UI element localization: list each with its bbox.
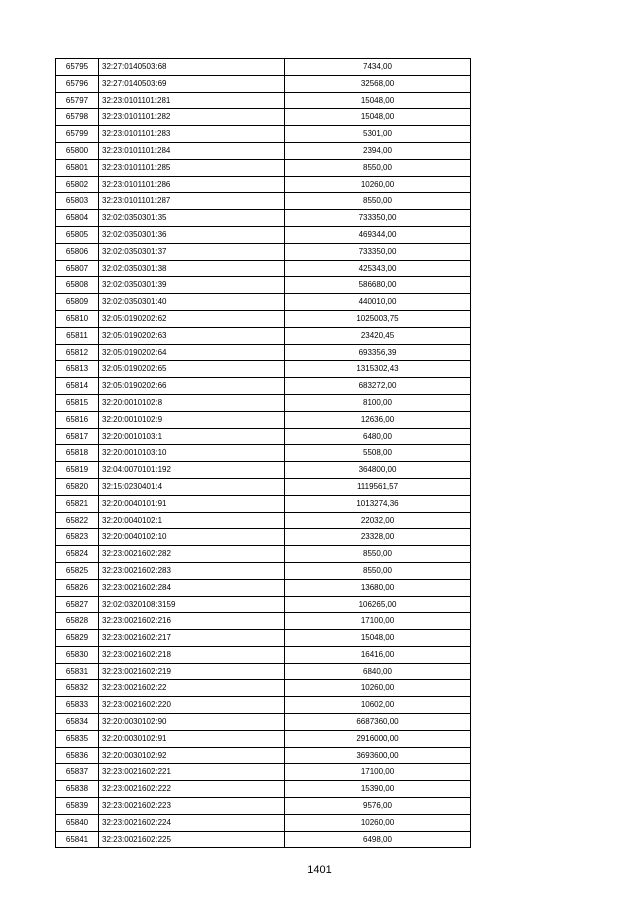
row-number-cell: 65800: [56, 142, 99, 159]
cadastral-number-cell: 32:27:0140503:69: [99, 75, 285, 92]
row-number-cell: 65810: [56, 310, 99, 327]
value-cell: 23420,45: [285, 327, 471, 344]
row-number-cell: 65822: [56, 512, 99, 529]
row-number-cell: 65825: [56, 562, 99, 579]
cadastral-number-cell: 32:23:0021602:22: [99, 680, 285, 697]
row-number-cell: 65832: [56, 680, 99, 697]
cadastral-number-cell: 32:23:0101101:284: [99, 142, 285, 159]
table-row: [56, 579, 471, 596]
row-number-cell: 65819: [56, 462, 99, 479]
cadastral-number-cell: 32:23:0021602:220: [99, 697, 285, 714]
value-cell: 12636,00: [285, 411, 471, 428]
value-cell: 106265,00: [285, 596, 471, 613]
row-number-cell: 65799: [56, 126, 99, 143]
row-number-cell: 65840: [56, 814, 99, 831]
value-cell: 9576,00: [285, 798, 471, 815]
cadastral-number-cell: 32:23:0101101:282: [99, 109, 285, 126]
table-row: [56, 428, 471, 445]
value-cell: 16416,00: [285, 646, 471, 663]
data-table: [55, 58, 471, 848]
row-number-cell: 65802: [56, 176, 99, 193]
table-row: [56, 59, 471, 76]
table-row: [56, 294, 471, 311]
cadastral-number-cell: 32:23:0101101:286: [99, 176, 285, 193]
row-number-cell: 65828: [56, 613, 99, 630]
row-number-cell: 65839: [56, 798, 99, 815]
cadastral-number-cell: 32:20:0040102:1: [99, 512, 285, 529]
row-number-cell: 65823: [56, 529, 99, 546]
value-cell: 8550,00: [285, 546, 471, 563]
value-cell: 440010,00: [285, 294, 471, 311]
table-row: [56, 327, 471, 344]
row-number-cell: 65813: [56, 361, 99, 378]
value-cell: 6687360,00: [285, 714, 471, 731]
row-number-cell: 65815: [56, 394, 99, 411]
table-row: [56, 764, 471, 781]
cadastral-number-cell: 32:02:0320108:3159: [99, 596, 285, 613]
table-row: [56, 529, 471, 546]
table-row: [56, 613, 471, 630]
cadastral-number-cell: 32:23:0021602:283: [99, 562, 285, 579]
value-cell: 10260,00: [285, 680, 471, 697]
row-number-cell: 65836: [56, 747, 99, 764]
row-number-cell: 65834: [56, 714, 99, 731]
table-row: [56, 495, 471, 512]
row-number-cell: 65812: [56, 344, 99, 361]
value-cell: 8550,00: [285, 562, 471, 579]
value-cell: 17100,00: [285, 764, 471, 781]
value-cell: 6498,00: [285, 831, 471, 848]
table-row: [56, 210, 471, 227]
value-cell: 469344,00: [285, 226, 471, 243]
cadastral-number-cell: 32:23:0101101:285: [99, 159, 285, 176]
cadastral-number-cell: 32:20:0010102:8: [99, 394, 285, 411]
value-cell: 6840,00: [285, 663, 471, 680]
value-cell: 733350,00: [285, 210, 471, 227]
value-cell: 10260,00: [285, 814, 471, 831]
value-cell: 5301,00: [285, 126, 471, 143]
cadastral-number-cell: 32:23:0021602:218: [99, 646, 285, 663]
cadastral-number-cell: 32:20:0030102:90: [99, 714, 285, 731]
value-cell: 1013274,36: [285, 495, 471, 512]
table-row: [56, 394, 471, 411]
table-row: [56, 411, 471, 428]
cadastral-number-cell: 32:15:0230401:4: [99, 478, 285, 495]
table-row: [56, 546, 471, 563]
cadastral-number-cell: 32:05:0190202:64: [99, 344, 285, 361]
value-cell: 2394,00: [285, 142, 471, 159]
cadastral-number-cell: 32:27:0140503:68: [99, 59, 285, 76]
table-row: [56, 176, 471, 193]
cadastral-number-cell: 32:05:0190202:63: [99, 327, 285, 344]
cadastral-number-cell: 32:23:0101101:281: [99, 92, 285, 109]
table-row: [56, 646, 471, 663]
value-cell: 13680,00: [285, 579, 471, 596]
table-row: [56, 798, 471, 815]
cadastral-number-cell: 32:02:0350301:40: [99, 294, 285, 311]
row-number-cell: 65807: [56, 260, 99, 277]
table-row: [56, 478, 471, 495]
table-row: [56, 747, 471, 764]
table-row: [56, 310, 471, 327]
value-cell: 8550,00: [285, 193, 471, 210]
table-row: [56, 277, 471, 294]
row-number-cell: 65838: [56, 781, 99, 798]
cadastral-number-cell: 32:23:0021602:221: [99, 764, 285, 781]
cadastral-number-cell: 32:23:0021602:225: [99, 831, 285, 848]
cadastral-number-cell: 32:02:0350301:37: [99, 243, 285, 260]
value-cell: 15048,00: [285, 92, 471, 109]
row-number-cell: 65837: [56, 764, 99, 781]
row-number-cell: 65804: [56, 210, 99, 227]
cadastral-number-cell: 32:23:0101101:283: [99, 126, 285, 143]
table-row: [56, 630, 471, 647]
cadastral-number-cell: 32:20:0030102:91: [99, 730, 285, 747]
table-row: [56, 159, 471, 176]
value-cell: 15390,00: [285, 781, 471, 798]
value-cell: 15048,00: [285, 109, 471, 126]
value-cell: 2916000,00: [285, 730, 471, 747]
row-number-cell: 65806: [56, 243, 99, 260]
value-cell: 364800,00: [285, 462, 471, 479]
value-cell: 23328,00: [285, 529, 471, 546]
value-cell: 7434,00: [285, 59, 471, 76]
value-cell: 3693600,00: [285, 747, 471, 764]
cadastral-number-cell: 32:02:0350301:36: [99, 226, 285, 243]
value-cell: 1119561,57: [285, 478, 471, 495]
table-row: [56, 680, 471, 697]
cadastral-number-cell: 32:23:0021602:217: [99, 630, 285, 647]
value-cell: 6480,00: [285, 428, 471, 445]
row-number-cell: 65809: [56, 294, 99, 311]
value-cell: 683272,00: [285, 378, 471, 395]
row-number-cell: 65816: [56, 411, 99, 428]
table-row: [56, 361, 471, 378]
value-cell: 32568,00: [285, 75, 471, 92]
row-number-cell: 65830: [56, 646, 99, 663]
table-body: [56, 59, 471, 848]
table-row: [56, 142, 471, 159]
row-number-cell: 65827: [56, 596, 99, 613]
row-number-cell: 65797: [56, 92, 99, 109]
row-number-cell: 65841: [56, 831, 99, 848]
value-cell: 586680,00: [285, 277, 471, 294]
value-cell: 733350,00: [285, 243, 471, 260]
row-number-cell: 65795: [56, 59, 99, 76]
value-cell: 1025003,75: [285, 310, 471, 327]
cadastral-number-cell: 32:20:0010102:9: [99, 411, 285, 428]
table-row: [56, 831, 471, 848]
table-row: [56, 697, 471, 714]
value-cell: 5508,00: [285, 445, 471, 462]
value-cell: 8100,00: [285, 394, 471, 411]
table-row: [56, 243, 471, 260]
table-row: [56, 663, 471, 680]
value-cell: 10602,00: [285, 697, 471, 714]
row-number-cell: 65814: [56, 378, 99, 395]
row-number-cell: 65798: [56, 109, 99, 126]
cadastral-number-cell: 32:20:0010103:1: [99, 428, 285, 445]
cadastral-number-cell: 32:23:0021602:223: [99, 798, 285, 815]
row-number-cell: 65835: [56, 730, 99, 747]
value-cell: 8550,00: [285, 159, 471, 176]
cadastral-number-cell: 32:23:0101101:287: [99, 193, 285, 210]
cadastral-number-cell: 32:05:0190202:66: [99, 378, 285, 395]
cadastral-number-cell: 32:23:0021602:224: [99, 814, 285, 831]
value-cell: 17100,00: [285, 613, 471, 630]
row-number-cell: 65811: [56, 327, 99, 344]
row-number-cell: 65821: [56, 495, 99, 512]
cadastral-number-cell: 32:05:0190202:65: [99, 361, 285, 378]
table-row: [56, 260, 471, 277]
cadastral-number-cell: 32:04:0070101:192: [99, 462, 285, 479]
table-row: [56, 92, 471, 109]
table-row: [56, 562, 471, 579]
value-cell: 693356,39: [285, 344, 471, 361]
table-row: [56, 596, 471, 613]
cadastral-number-cell: 32:20:0040102:10: [99, 529, 285, 546]
row-number-cell: 65826: [56, 579, 99, 596]
cadastral-number-cell: 32:02:0350301:38: [99, 260, 285, 277]
row-number-cell: 65820: [56, 478, 99, 495]
cadastral-number-cell: 32:23:0021602:216: [99, 613, 285, 630]
value-cell: 1315302,43: [285, 361, 471, 378]
row-number-cell: 65803: [56, 193, 99, 210]
table-row: [56, 344, 471, 361]
cadastral-number-cell: 32:23:0021602:222: [99, 781, 285, 798]
cadastral-number-cell: 32:20:0040101:91: [99, 495, 285, 512]
cadastral-number-cell: 32:02:0350301:35: [99, 210, 285, 227]
cadastral-number-cell: 32:02:0350301:39: [99, 277, 285, 294]
table-row: [56, 730, 471, 747]
table-row: [56, 109, 471, 126]
table-row: [56, 75, 471, 92]
page-number: 1401: [307, 864, 332, 876]
row-number-cell: 65824: [56, 546, 99, 563]
row-number-cell: 65829: [56, 630, 99, 647]
table-row: [56, 445, 471, 462]
row-number-cell: 65818: [56, 445, 99, 462]
value-cell: 15048,00: [285, 630, 471, 647]
row-number-cell: 65831: [56, 663, 99, 680]
table-row: [56, 193, 471, 210]
table-row: [56, 378, 471, 395]
cadastral-number-cell: 32:23:0021602:219: [99, 663, 285, 680]
row-number-cell: 65817: [56, 428, 99, 445]
cadastral-number-cell: 32:20:0010103:10: [99, 445, 285, 462]
table-row: [56, 781, 471, 798]
row-number-cell: 65805: [56, 226, 99, 243]
table-row: [56, 126, 471, 143]
cadastral-number-cell: 32:23:0021602:284: [99, 579, 285, 596]
table-row: [56, 512, 471, 529]
value-cell: 10260,00: [285, 176, 471, 193]
table-row: [56, 226, 471, 243]
row-number-cell: 65808: [56, 277, 99, 294]
row-number-cell: 65801: [56, 159, 99, 176]
cadastral-number-cell: 32:20:0030102:92: [99, 747, 285, 764]
row-number-cell: 65833: [56, 697, 99, 714]
cadastral-number-cell: 32:05:0190202:62: [99, 310, 285, 327]
cadastral-number-cell: 32:23:0021602:282: [99, 546, 285, 563]
table-row: [56, 462, 471, 479]
value-cell: 425343,00: [285, 260, 471, 277]
row-number-cell: 65796: [56, 75, 99, 92]
value-cell: 22032,00: [285, 512, 471, 529]
table-row: [56, 714, 471, 731]
table-row: [56, 814, 471, 831]
